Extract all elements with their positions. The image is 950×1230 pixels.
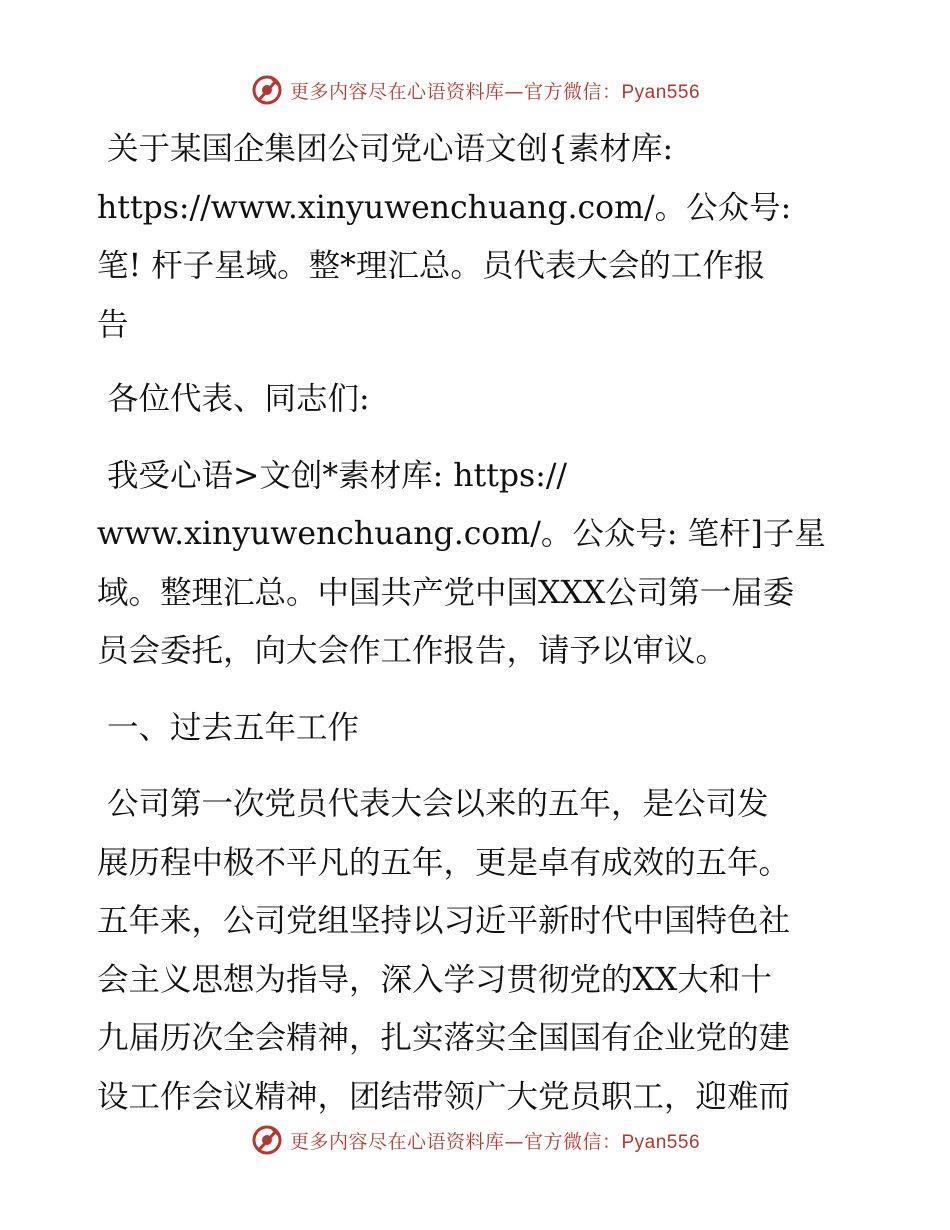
- title-line: https://www.xinyuwenchuang.com/。公众号:: [97, 189, 792, 226]
- banner-text: 更多内容尽在心语资料库—官方微信：: [289, 80, 622, 103]
- banner-wechat-id: Pyan556: [621, 1131, 701, 1153]
- banner-wechat-id: Pyan556: [621, 81, 701, 103]
- body-paragraph: [97, 775, 857, 1126]
- body-line: 会主义思想为指导，深入学习贯彻党的XX大和十: [97, 961, 772, 998]
- title-line: 告: [97, 306, 129, 343]
- intro-paragraph: [97, 447, 857, 681]
- intro-line: 域。整理汇总。中国共产党中国XXX公司第一届委: [97, 574, 795, 611]
- body-line: 设工作会议精神，团结带领广大党员职工，迎难而: [97, 1078, 791, 1115]
- section-heading: [97, 699, 857, 758]
- body-line: 五年来，公司党组坚持以习近平新时代中国特色社: [97, 903, 791, 939]
- pen-logo-icon: [250, 1123, 284, 1157]
- body-line: 九届历次全会精神，扎实落实全国国有企业党的建: [97, 1020, 791, 1056]
- body-line: 公司第一次党员代表大会以来的五年，是公司发: [107, 786, 769, 822]
- banner-text: 更多内容尽在心语资料库—官方微信：: [289, 1130, 622, 1153]
- header-watermark-banner: [0, 70, 950, 110]
- document-body: [97, 120, 857, 1126]
- title-line: 关于某国企集团公司党心语文创{素材库:: [107, 131, 674, 167]
- title-line: 笔! 杆子星域。整*理汇总。员代表大会的工作报: [97, 248, 766, 284]
- pen-logo-icon: [250, 73, 284, 107]
- intro-line: www.xinyuwenchuang.com/。公众号: 笔杆]子星: [97, 516, 826, 552]
- footer-watermark-banner: [0, 1120, 950, 1160]
- body-line: 展历程中极不平凡的五年，更是卓有成效的五年。: [97, 844, 791, 881]
- salutation: [97, 370, 857, 429]
- salutation-text: 各位代表、同志们:: [107, 381, 370, 417]
- document-title: [97, 120, 857, 354]
- section-heading-text: 一、过去五年工作: [107, 709, 360, 746]
- intro-line: 我受心语>文创*素材库: https://: [107, 457, 568, 494]
- intro-line: 员会委托，向大会作工作报告，请予以审议。: [97, 633, 728, 669]
